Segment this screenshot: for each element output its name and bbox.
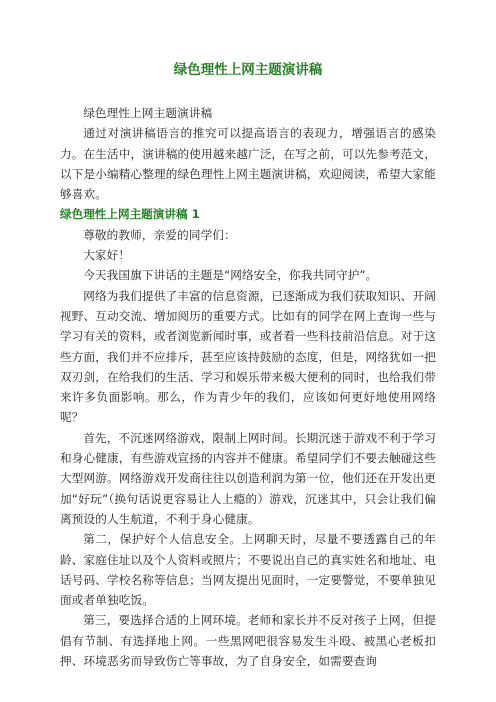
- body-paragraph-first: 首先，不沉迷网络游戏，限制上网时间。长期沉迷于游戏不利于学习和身心健康，有些游戏宣扬的内容并不健康。希望同学们不要去触碰这些大型网游。网络游戏开发商往往以创造利润为第一位，他们还在开发出更加“好玩”（换句话说更容易让人上瘾的）游戏，沉迷其中，只会让我们偏离预设的人生航道，不利于身心健康。: [60, 430, 436, 526]
- body-paragraph-third: 第三，要选择合适的上网环境。老师和家长并不反对孩子上网，但提倡有节制、有选择地上网。一些黑网吧很容易发生斗殴、被黑心老板扣押、环境恶劣而导致伤亡等事故，为了自身安全，如需要查询: [60, 613, 436, 669]
- subtitle-paragraph: 绿色理性上网主题演讲稿: [83, 106, 213, 120]
- section-heading: 绿色理性上网主题演讲稿 1: [60, 207, 200, 222]
- body-paragraph-network: 网络为我们提供了丰富的信息资源，已逐渐成为我们获取知识、开阔视野、互动交流、增加阅历的重要方式。比如有的同学在网上查询一些与学习有关的资料，或者浏览新闻时事，或者看一些科技前沿信息。对于这些方面，我们并不应排斥，甚至应该持鼓励的态度，但是，网络犹如一把双刃剑，在给我们的生活、学习和娱乐带来极大便利的同时，也给我们带来许多负面影响。那么，作为青少年的我们，应该如何更好地使用网络呢？: [60, 288, 436, 425]
- body-paragraph-second: 第二，保护好个人信息安全。上网聊天时，尽量不要透露自己的年龄、家庭住址以及个人资料或照片；不要说出自己的真实姓名和地址、电话号码、学校名称等信息；当网友提出见面时，一定要警觉，不要单独见面或者单独吃饭。: [60, 532, 436, 608]
- topic-paragraph: 今天我国旗下讲话的主题是“网络安全，你我共同守护”。: [83, 268, 378, 283]
- intro-paragraph: 通过对演讲稿语言的推究可以提高语言的表现力，增强语言的感染力。在生活中，演讲稿的使用越来越广泛，在写之前，可以先参考范文，以下是小编精心整理的绿色理性上网主题演讲稿，欢迎阅读，希望大家能够喜欢。: [60, 126, 436, 202]
- greeting-paragraph: 大家好！: [83, 248, 131, 263]
- document-title: 绿色理性上网主题演讲稿: [173, 62, 323, 78]
- salutation-paragraph: 尊敬的教师，亲爱的同学们：: [83, 227, 236, 242]
